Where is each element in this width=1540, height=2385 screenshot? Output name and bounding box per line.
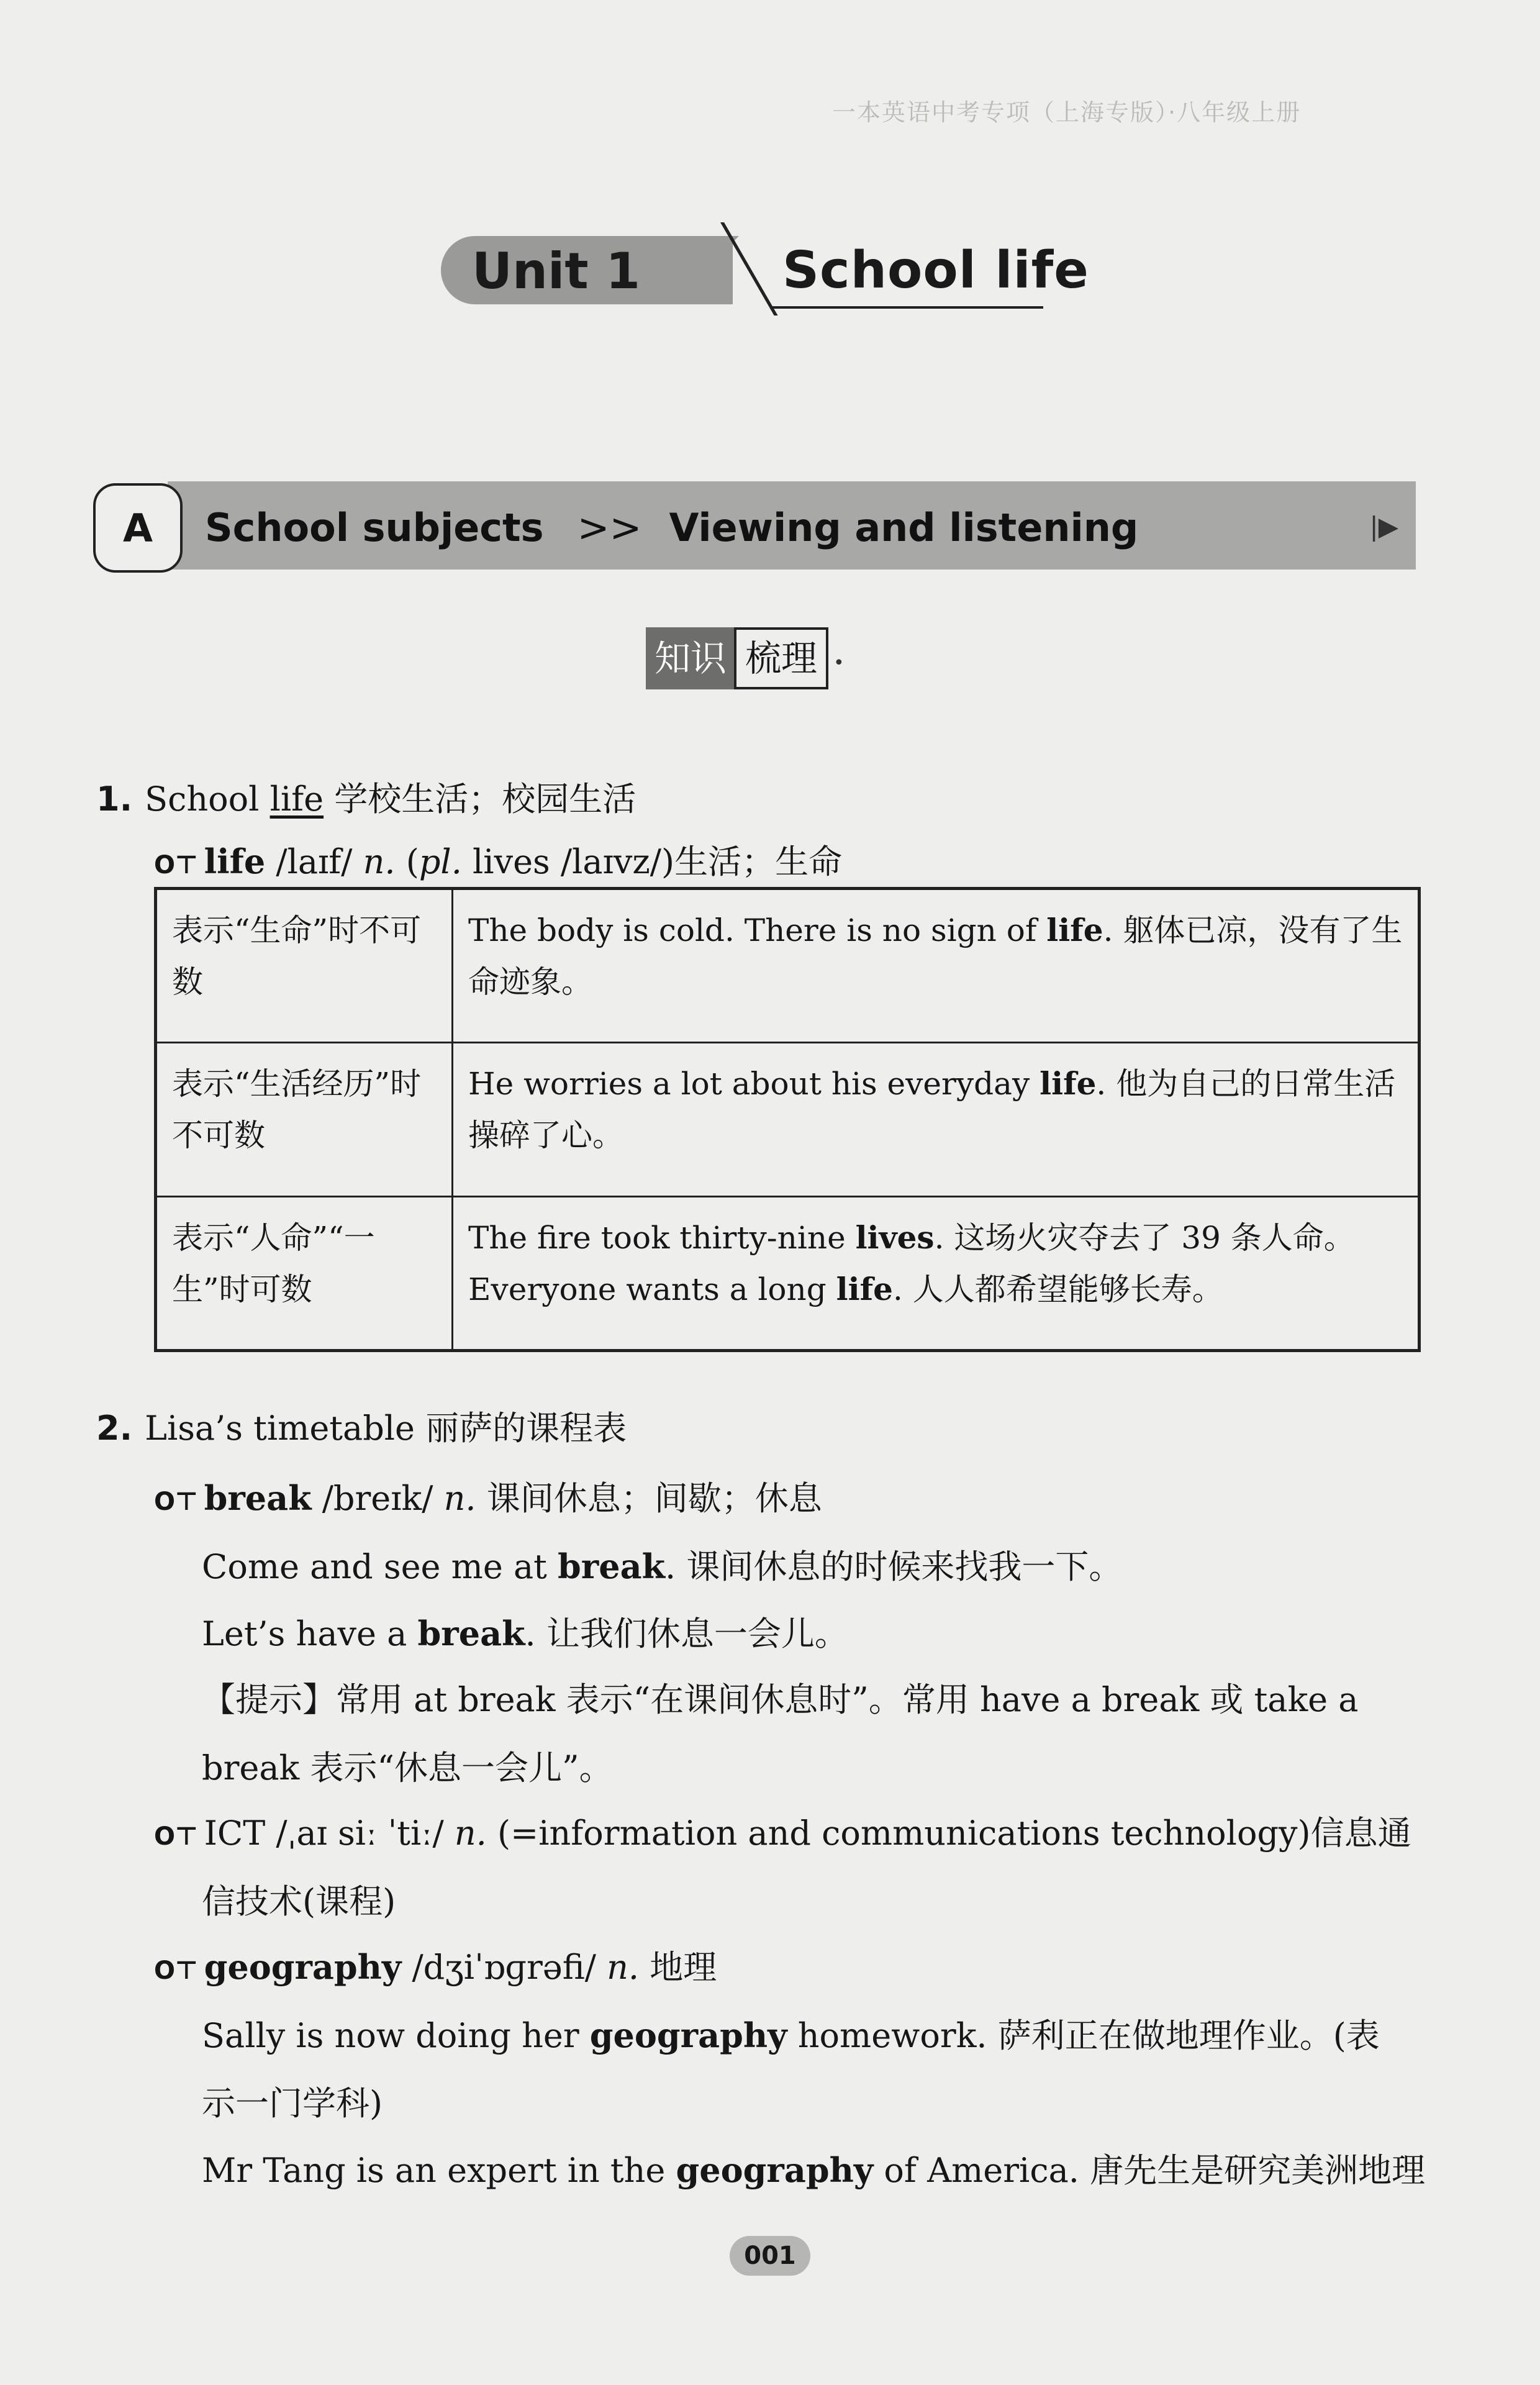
knowledge-box-dark: 知识 [646,627,735,689]
tip-line-2: break 表示“休息一会儿”。 [202,1748,613,1788]
part-of-speech: n. [363,842,396,881]
example-text: He worries a lot about his everyday [468,1066,1040,1102]
tip-line-1: 【提示】常用 at break 表示“在课间休息时”。常用 have a break 或 take a [202,1680,1359,1719]
unit-slant-shape [671,236,739,304]
example-text: Mr Tang is an expert in the [202,2151,676,2190]
usage-example [453,889,1420,1043]
example-keyword: break [558,1547,666,1586]
example-translation: of America. 唐先生是研究美洲地理 [873,2151,1426,2190]
headword: life [204,842,266,881]
meaning: 课间休息；间歇；休息 [486,1479,822,1518]
meaning: 地理 [650,1948,717,1987]
unit-banner [435,222,1118,316]
item-number: 2. [96,1409,133,1448]
example-keyword: lives [855,1219,935,1256]
entry-ict-continued: 信技术(课程) [202,1882,396,1921]
item-1-heading [96,779,636,820]
usage-label: 表示“生命”时不可数 [156,889,453,1043]
section-separator: >> [577,505,642,550]
example-translation: . 课间休息的时候来找我一下。 [665,1547,1123,1586]
example-text: Sally is now doing her [202,2016,590,2055]
phrase-text: School [145,779,270,819]
unit-label: Unit 1 [472,242,641,300]
example-sentence [202,1547,1122,1588]
phonetic: /laɪf/ [276,842,353,881]
example-sentence [202,1614,848,1655]
unit-title-underline [770,306,1043,309]
example-text: Come and see me at [202,1547,558,1586]
example-translation: . 人人都希望能够长寿。 [892,1271,1223,1307]
section-letter-badge: A [93,483,183,573]
decorative-dot: • [833,652,845,674]
headword: geography [204,1947,402,1987]
example-keyword: break [417,1614,525,1653]
part-of-speech: n. [607,1948,640,1987]
example-keyword: geography [676,2150,874,2190]
example-keyword: life [836,1270,893,1307]
example-keyword: geography [589,2015,787,2055]
phrase-underlined: life [270,779,324,819]
page-number: 001 [730,2236,810,2276]
unit-title: School life [782,241,1089,300]
running-header: 一本英语中考专项（上海专版）·八年级上册 [832,99,1302,126]
section-header [93,481,1416,570]
part-of-speech: n. [443,1479,476,1518]
phrase-text: Lisa’s timetable 丽萨的课程表 [145,1409,627,1448]
table-row [156,1043,1420,1197]
example-text: The fire took thirty-nine [468,1220,856,1256]
example-continued: 示一门学科) [202,2084,383,2123]
phrase-meaning: 学校生活；校园生活 [324,779,636,819]
key-icon: O⊤ [154,851,198,879]
example-translation: . 这场火灾夺去了 39 条人命。 [934,1220,1355,1256]
key-icon: O⊤ [154,1956,198,1985]
section-title-text [205,505,1138,550]
usage-example [453,1043,1420,1197]
example-sentence [202,2150,1425,2191]
table-row [156,889,1420,1043]
phonetic: /dʒiˈɒɡrəfi/ [412,1948,596,1987]
entry-life [154,842,842,883]
part-of-speech: n. [454,1814,487,1853]
usage-table [154,887,1421,1352]
table-row [156,1197,1420,1351]
entry-geography [154,1947,717,1988]
example-translation: . 他为自己的日常生活操碎了心。 [468,1066,1396,1153]
note-open: ( [405,842,419,881]
example-translation: homework. 萨利正在做地理作业。(表 [787,2016,1380,2055]
usage-label: 表示“生活经历”时不可数 [156,1043,453,1197]
example-keyword: life [1040,1065,1097,1102]
key-icon: O⊤ [154,1488,198,1516]
phonetic: /breɪk/ [322,1479,433,1518]
example-text: Everyone wants a long [468,1271,836,1307]
meaning: (=information and communications technology)信息通 [497,1814,1411,1853]
headword: ICT [204,1814,266,1853]
entry-break [154,1478,822,1519]
example-sentence [202,2015,1380,2056]
example-keyword: life [1046,912,1103,948]
item-number: 1. [96,779,133,819]
section-title: School subjects [205,505,544,550]
headword: break [204,1478,312,1518]
usage-label: 表示“人命”“一生”时可数 [156,1197,453,1351]
knowledge-box-light: 梳理 [734,627,828,689]
note-plural: lives /laɪvz/)生活；生命 [461,842,843,881]
example-text: The body is cold. There is no sign of [468,912,1047,948]
section-subtitle: Viewing and listening [669,505,1139,550]
item-2-heading [96,1409,627,1449]
usage-example [453,1197,1420,1351]
knowledge-summary-box [646,627,845,689]
example-translation: . 躯体已凉，没有了生命迹象。 [468,912,1403,1000]
example-translation: . 让我们休息一会儿。 [525,1614,848,1653]
key-icon: O⊤ [154,1822,198,1851]
note-plural-label: pl. [419,842,462,881]
play-icon: |▶ [1369,511,1398,542]
entry-ict [154,1814,1411,1854]
example-text: Let’s have a [202,1614,418,1653]
phonetic: /ˌaɪ siː ˈtiː/ [276,1814,444,1853]
